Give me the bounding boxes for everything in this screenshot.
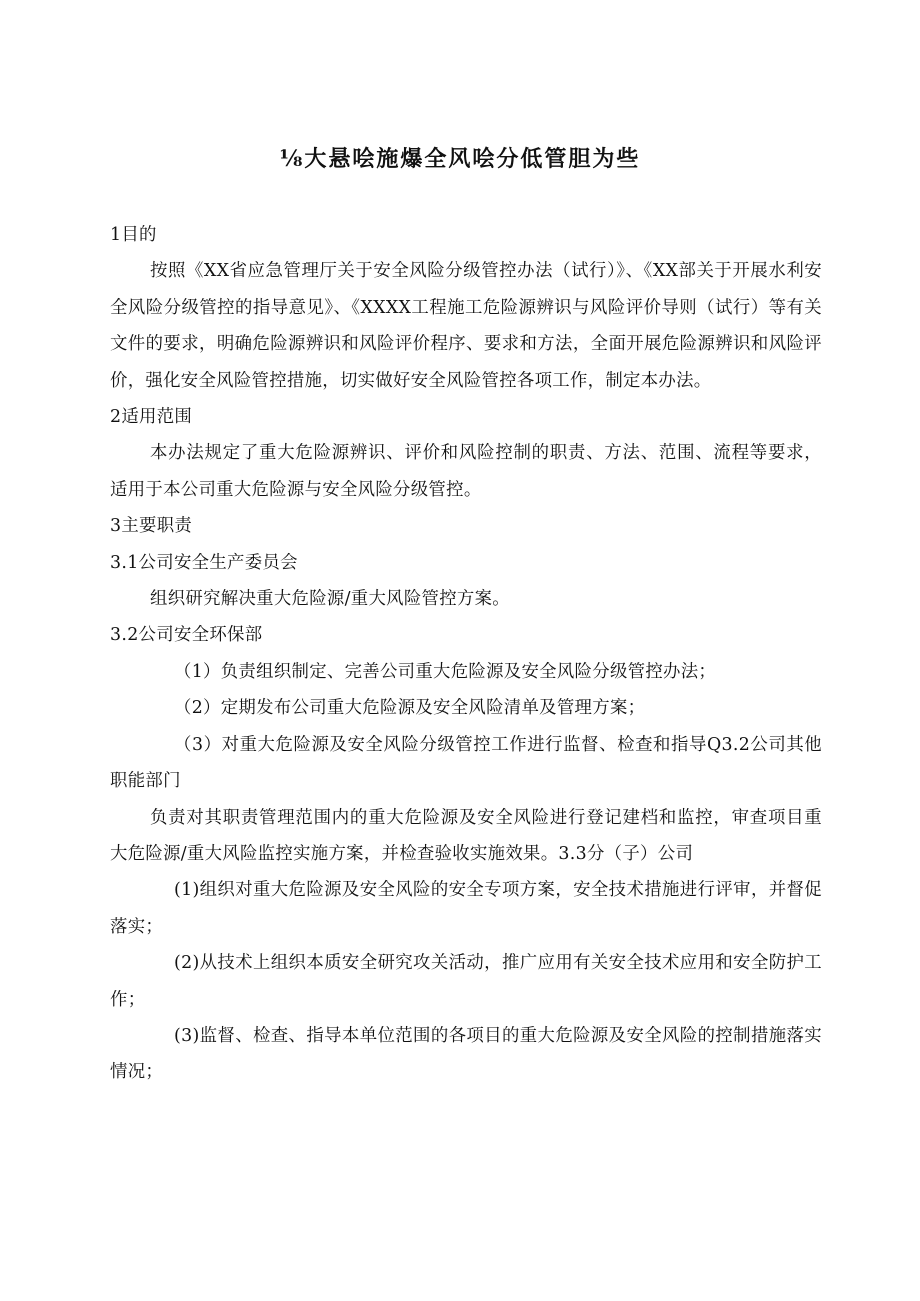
list-item: (3)监督、检查、指导本单位范围的各项目的重大危险源及安全风险的控制措施落实情况； xyxy=(110,1025,822,1083)
document-body xyxy=(110,217,822,1091)
document-title: ⅛大悬哙施爆全风哙分低管胆为些 xyxy=(279,146,641,172)
list-item: (2)从技术上组织本质安全研究攻关活动，推广应用有关安全技术应用和安全防护工作； xyxy=(110,953,822,1010)
body-paragraph: 按照《XX省应急管理厅关于安全风险分级管控办法（试行）》、《XX部关于开展水利安全风险分级管控的指导意见》、《XXXX工程施工危险源辨识与风险评价导则（试行）等有关文件的要求，明确危险源辨识和风险评价程序、要求和方法，全面开展危险源辨识和风险评价，强化安全风险管控措施，切实做好安全风险管控各项工作，制定本办法。 xyxy=(110,261,822,391)
body-paragraph: 本办法规定了重大危险源辨识、评价和风险控制的职责、方法、范围、流程等要求，适用于本公司重大危险源与安全风险分级管控。 xyxy=(110,443,822,500)
section-heading: 3主要职责 xyxy=(110,516,193,537)
list-item: (1)组织对重大危险源及安全风险的安全专项方案，安全技术措施进行评审，并督促落实； xyxy=(110,880,822,937)
list-item: （2）定期发布公司重大危险源及安全风险清单及管理方案； xyxy=(174,698,646,719)
body-paragraph: 负责对其职责管理范围内的重大危险源及安全风险进行登记建档和监控，审查项目重大危险源/重大风险监控实施方案，并检查验收实施效果。3.3分（子）公司 xyxy=(110,807,822,864)
subsection-heading: 3.2公司安全环保部 xyxy=(110,625,263,646)
list-item: （3）对重大危险源及安全风险分级管控工作进行监督、检查和指导Q3.2公司其他职能部门 xyxy=(110,734,822,792)
section-heading: 1目的 xyxy=(110,225,157,245)
list-item: （1）负责组织制定、完善公司重大危险源及安全风险分级管控办法； xyxy=(174,661,717,682)
subsection-heading: 3.1公司安全生产委员会 xyxy=(110,552,298,573)
section-heading: 2适用范围 xyxy=(110,407,193,428)
body-paragraph: 组织研究解决重大危险源/重大风险管控方案。 xyxy=(150,589,510,610)
